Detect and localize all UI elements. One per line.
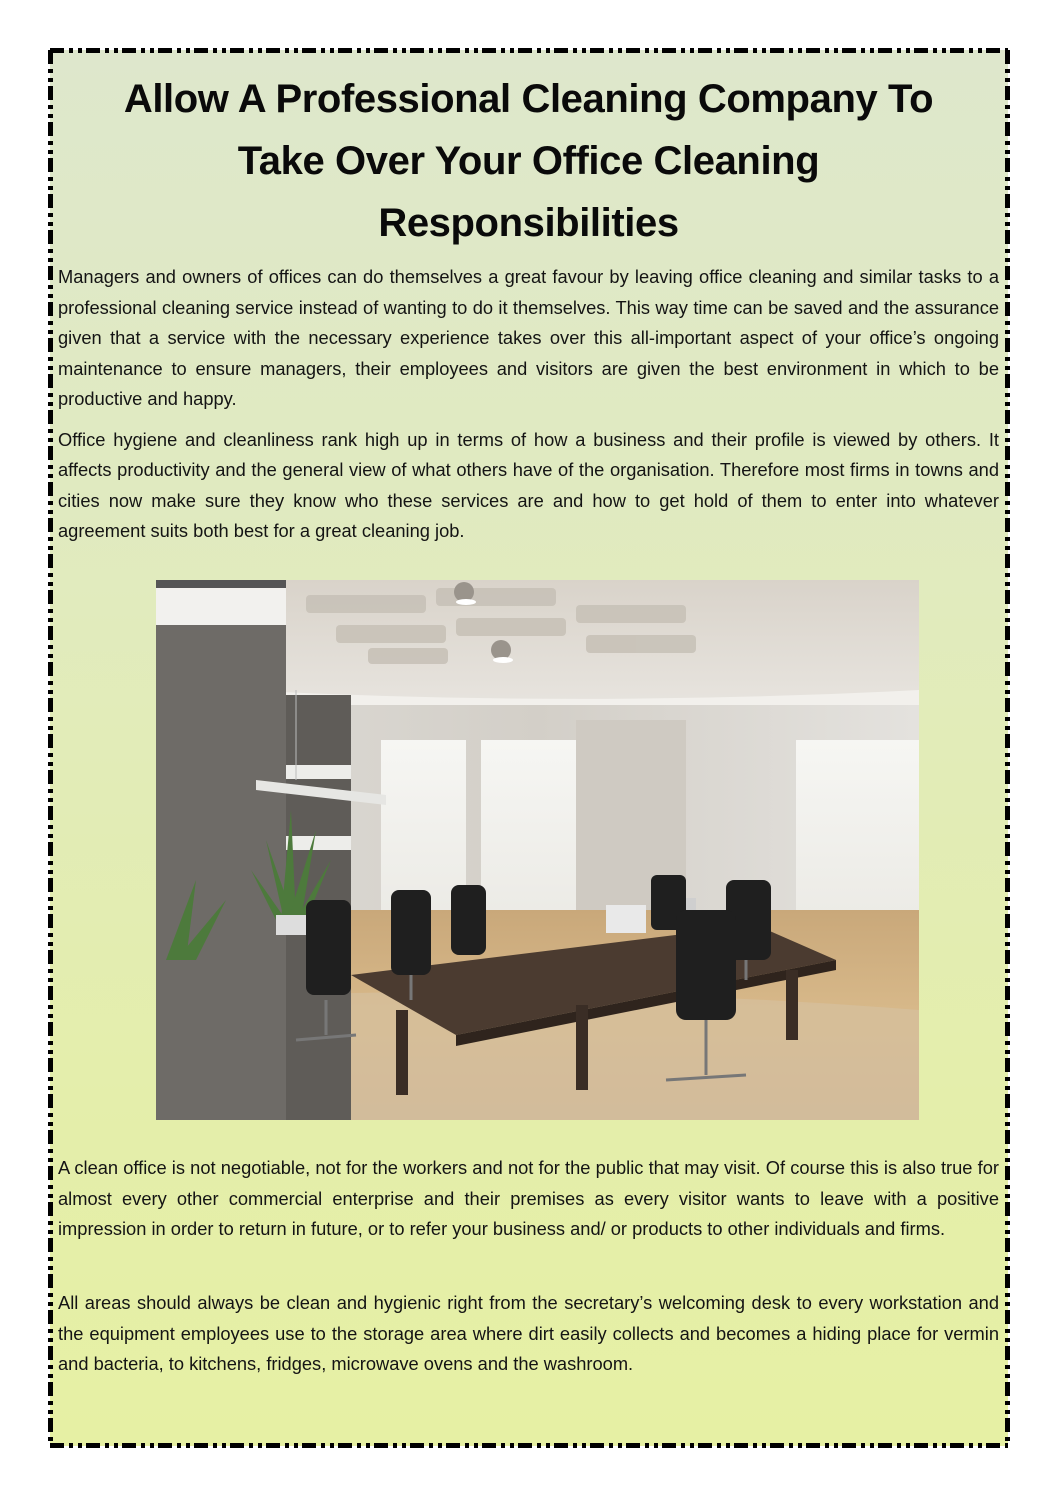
page-title — [58, 68, 999, 254]
dash-dot-border-left — [48, 50, 53, 1446]
title-line-3: Responsibilities — [378, 201, 679, 245]
office-photo-illustration — [156, 580, 919, 1120]
document-content — [58, 50, 999, 547]
paragraph-clean-office: A clean office is not negotiable, not for the workers and not for the public that may visit. Of course this is also true for almost every other commercial enterprise and their premises as every visitor wants to leave with a positive impression in order to return in future, or to refer your business and/ or products to other individuals and firms. — [58, 1157, 999, 1239]
dash-dot-border-bottom — [50, 1443, 1008, 1448]
office-conference-room-image — [156, 580, 919, 1120]
paragraph-hygiene: Office hygiene and cleanliness rank high up in terms of how a business and their profile is viewed by others. It affects productivity and the general view of what others have of the organisation. Therefore most firms in towns and cities now make sure they know who these services are and how to get hold of them to enter into whatever agreement suits both best for a great cleaning job. — [58, 428, 999, 541]
title-line-1: Allow A Professional Cleaning Company To — [123, 77, 934, 121]
dash-dot-border-right — [1005, 50, 1010, 1446]
paragraph-all-areas: All areas should always be clean and hygienic right from the secretary’s welcoming desk to every workstation and the equipment employees use to the storage area where dirt easily collects and becomes a hiding place for vermin and bacteria, to kitchens, fridges, microwave ovens and the washroom. — [58, 1292, 999, 1374]
paragraph-intro: Managers and owners of offices can do themselves a great favour by leaving office cleaning and similar tasks to a professional cleaning service instead of wanting to do it themselves. This way time can be saved and the assurance given that a service with the necessary experience takes over this all-important aspect of your office’s ongoing maintenance to ensure managers, their employees and visitors are given the best environment in which to be productive and happy. — [58, 266, 999, 409]
document-page — [50, 50, 1008, 1446]
title-line-2: Take Over Your Office Cleaning — [237, 139, 820, 183]
